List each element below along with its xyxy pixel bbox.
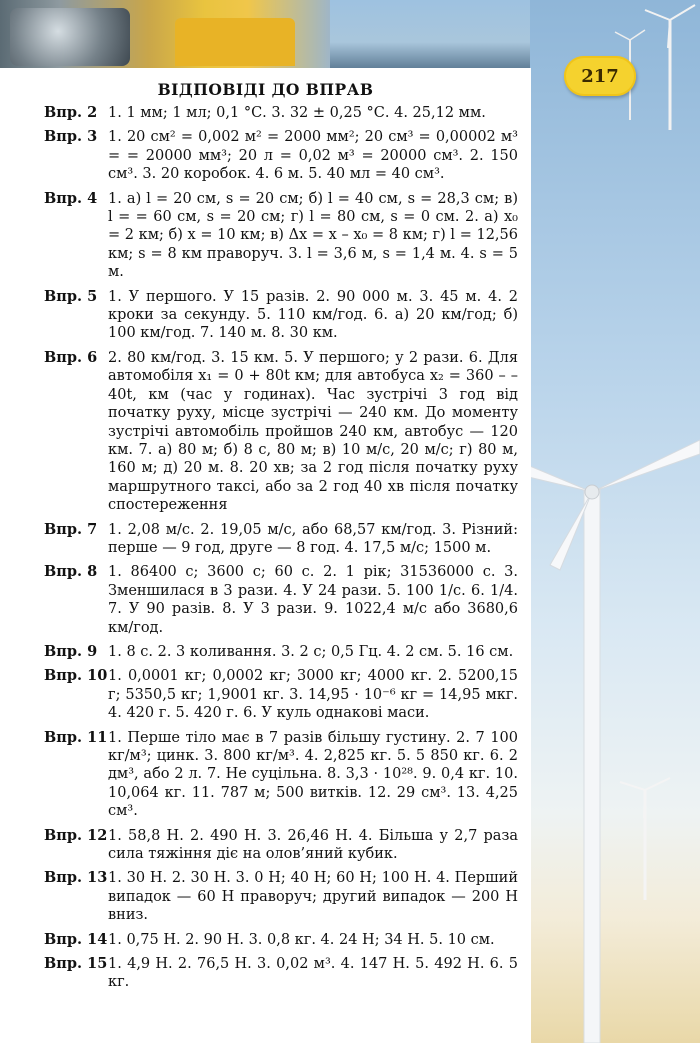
exercise-entry (44, 869, 518, 924)
exercise-label: Впр. 11 (44, 728, 108, 746)
exercise-entry (44, 729, 518, 821)
header-photo-machinery (0, 0, 330, 70)
exercise-answers: 1. У першого. У 15 разів. 2. 90 000 м. 3. 45 м. 4. 2 кроки за секунду. 5. 110 км/год. 6. а) 20 км/год; б) 100 км/год. 7. 140 м. 8. 30 км. (108, 288, 518, 342)
exercise-answers: 1. 8 с. 2. 3 коливання. 3. 2 с; 0,5 Гц. 4. 2 см. 5. 16 см. (108, 643, 514, 660)
exercise-answers: 1. а) l = 20 см, s = 20 см; б) l = 40 см, s = 28,3 см; в) l = = 60 см, s = 20 см; г) l = 80 см, s = 0 см. 2. а) x₀ = 2 км; б) x = 10 км; в) Δx = x – x₀ = 8 км; г) l = 12,56 км; s = 8 км праворуч. 3. l = 3,6 м, s = 1,4 м. 4. s = 5 м. (108, 190, 518, 281)
exercise-answers: 1. 20 см² = 0,002 м² = 2000 мм²; 20 см³ = 0,00002 м³ = = 20000 мм³; 20 л = 0,02 м³ = 20000 см³. 2. 150 см³. 3. 20 коробок. 4. 6 м. 5. 40 мл = 40 см³. (108, 129, 518, 183)
answers-list (44, 104, 518, 998)
exercise-entry (44, 931, 518, 949)
exercise-label: Впр. 7 (44, 520, 98, 538)
wind-turbine-illustration (520, 420, 700, 1043)
exercise-entry (44, 563, 518, 637)
exercise-label: Впр. 10 (44, 667, 108, 685)
exercise-label: Впр. 8 (44, 563, 98, 581)
page-number-badge (564, 56, 636, 96)
exercise-label: Впр. 2 (44, 104, 98, 121)
exercise-entry (44, 643, 518, 661)
exercise-answers: 1. 2,08 м/с. 2. 19,05 м/с, або 68,57 км/год. 3. Різний: перше — 9 год, друге — 8 год. 4. 17,5 м/с; 1500 м. (108, 521, 518, 556)
exercise-entry (44, 955, 518, 992)
exercise-entry (44, 128, 518, 183)
answers-page (0, 68, 531, 1043)
exercise-entry (44, 104, 518, 122)
exercise-answers: 1. Перше тіло має в 7 разів більшу густину. 2. 7 100 кг/м³; цинк. 3. 800 кг/м³. 4. 2,825 кг. 5. 5 850 кг. 6. 2 дм³, або 2 л. 7. Не суцільна. 8. 3,3 · 10²⁸. 9. 0,4 кг. 10. 10,064 кг. 11. 787 м; 500 витків. 12. 29 см³. 13. 4,25 см³. (108, 729, 518, 820)
bulldozer-photo (175, 18, 295, 66)
engine-photo (10, 8, 130, 66)
exercise-label: Впр. 9 (44, 642, 98, 660)
exercise-entry (44, 667, 518, 722)
page-number: 217 (581, 65, 619, 87)
distant-turbines-bottom (600, 760, 700, 900)
exercise-label: Впр. 6 (44, 348, 98, 366)
page-title: ВІДПОВІДІ ДО ВПРАВ (157, 80, 374, 99)
exercise-label: Впр. 13 (44, 869, 108, 887)
exercise-label: Впр. 4 (44, 189, 98, 207)
exercise-answers: 1. 4,9 Н. 2. 76,5 Н. 3. 0,02 м³. 4. 147 Н. 5. 492 Н. 6. 5 кг. (108, 956, 518, 991)
exercise-label: Впр. 15 (44, 955, 108, 973)
exercise-entry (44, 288, 518, 343)
exercise-answers: 1. 30 Н. 2. 30 Н. 3. 0 Н; 40 Н; 60 Н; 100 Н. 4. Перший випадок — 60 Н праворуч; другий випадок — 200 Н вниз. (108, 870, 518, 924)
exercise-entry (44, 521, 518, 558)
exercise-label: Впр. 12 (44, 826, 108, 844)
header-photo-sea (330, 0, 530, 70)
exercise-label: Впр. 3 (44, 128, 98, 146)
exercise-entry (44, 349, 518, 515)
exercise-answers: 1. 58,8 Н. 2. 490 Н. 3. 26,46 Н. 4. Більша у 2,7 раза сила тяжіння діє на олов’яний кубик. (108, 827, 518, 863)
exercise-answers: 1. 0,0001 кг; 0,0002 кг; 3000 кг; 4000 кг. 2. 5200,15 г; 5350,5 кг; 1,9001 кг. 3. 14,95 · 10⁻⁶ кг = 14,95 мкг. 4. 420 г. 5. 420 г. 6. У куль однакові маси. (108, 668, 518, 722)
exercise-answers: 1. 1 мм; 1 мл; 0,1 °С. 3. 32 ± 0,25 °С. 4. 25,12 мм. (108, 105, 486, 121)
exercise-answers: 1. 86400 с; 3600 с; 60 с. 2. 1 рік; 31536000 с. 3. Зменшилася в 3 рази. 4. У 24 рази. 5. 100 1/с. 6. 1/4. 7. У 90 разів. 8. У 3 рази. 9. 1022,4 м/с або 3680,6 км/год. (108, 564, 518, 636)
exercise-answers: 1. 0,75 Н. 2. 90 Н. 3. 0,8 кг. 4. 24 Н; 34 Н. 5. 10 см. (108, 931, 495, 948)
exercise-entry (44, 827, 518, 864)
exercise-label: Впр. 5 (44, 287, 98, 305)
exercise-entry (44, 190, 518, 282)
exercise-answers: 2. 80 км/год. 3. 15 км. 5. У першого; у 2 рази. 6. Для автомобіля x₁ = 0 + 80t км; для автобуса x₂ = 360 – – 40t, км (час у годинах). Час зустрічі 3 год від початку руху, місце зустрічі — 240 км. До моменту зустрічі автомобіль пройшов 240 км, автобус — 120 км. 7. а) 80 м; б) 8 с, 80 м; в) 10 м/с, 20 м/с; г) 80 м, 160 м; д) 20 м. 8. 20 хв; за 2 год після початку руху маршрутного таксі, або за 2 год 40 хв після початку спостереження (108, 349, 518, 514)
exercise-label: Впр. 14 (44, 930, 108, 948)
